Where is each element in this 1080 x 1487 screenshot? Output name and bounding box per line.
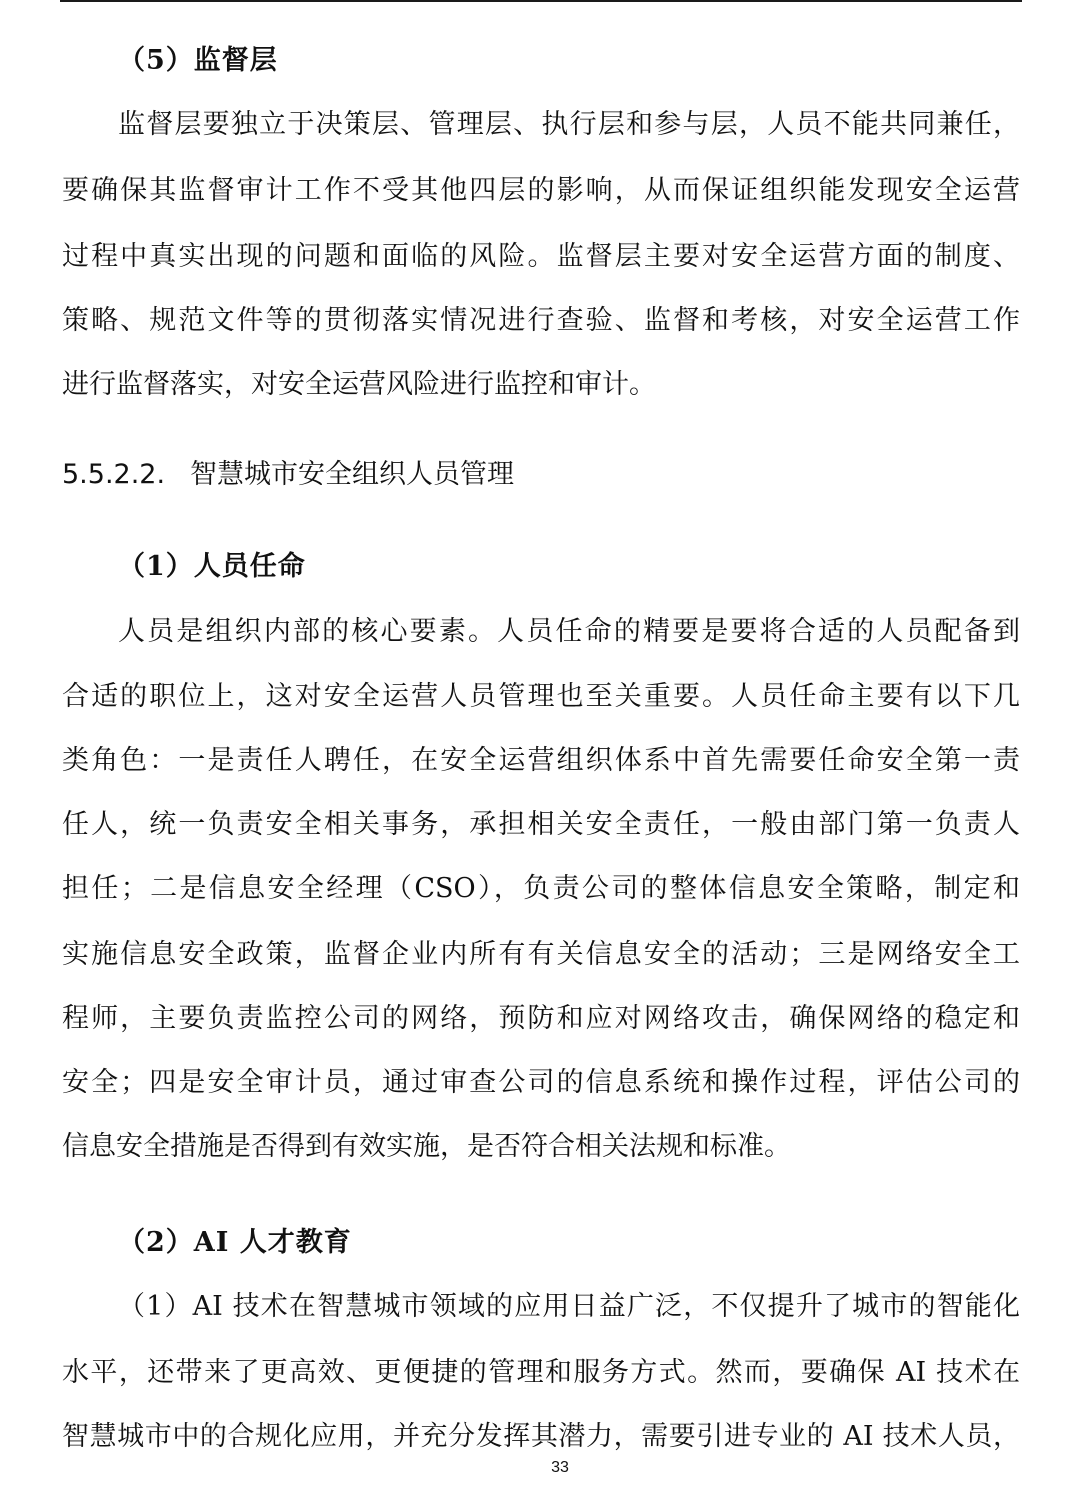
paragraph-line: 智慧城市中的合规化应用，并充分发挥其潜力，需要引进专业的 AI 技术人员， <box>62 1421 1020 1452</box>
paragraph-line: （1）AI 技术在智慧城市领域的应用日益广泛，不仅提升了城市的智能化 <box>118 1291 1020 1322</box>
paragraph-line: 实施信息安全政策，监督企业内所有有关信息安全的活动；三是网络安全工 <box>62 939 1020 970</box>
section-number: 5.5.2.2. <box>62 459 166 490</box>
heading-personnel-appointment: （1）人员任命 <box>118 551 306 582</box>
top-rule <box>60 0 1022 2</box>
paragraph-line: 进行监督落实，对安全运营风险进行监控和审计。 <box>62 369 656 400</box>
section-title: 智慧城市安全组织人员管理 <box>190 459 514 490</box>
paragraph-line: 类角色：一是责任人聘任，在安全运营组织体系中首先需要任命安全第一责 <box>62 745 1020 776</box>
page-number: 33 <box>551 1459 569 1476</box>
heading-ai-talent-education: （2）AI 人才教育 <box>118 1227 352 1258</box>
paragraph-line: 监督层要独立于决策层、管理层、执行层和参与层，人员不能共同兼任， <box>118 109 1020 140</box>
paragraph-line: 安全；四是安全审计员，通过审查公司的信息系统和操作过程，评估公司的 <box>62 1067 1020 1098</box>
paragraph-line: 水平，还带来了更高效、更便捷的管理和服务方式。然而，要确保 AI 技术在 <box>62 1357 1020 1388</box>
paragraph-line: 任人，统一负责安全相关事务，承担相关安全责任，一般由部门第一负责人 <box>62 809 1020 840</box>
paragraph-line: 担任；二是信息安全经理（CSO），负责公司的整体信息安全策略，制定和 <box>62 873 1020 904</box>
paragraph-line: 过程中真实出现的问题和面临的风险。监督层主要对安全运营方面的制度、 <box>62 241 1020 272</box>
paragraph-line: 要确保其监督审计工作不受其他四层的影响，从而保证组织能发现安全运营 <box>62 175 1020 206</box>
heading-supervision-layer: （5）监督层 <box>118 45 278 76</box>
section-heading <box>62 452 514 491</box>
paragraph-line: 合适的职位上，这对安全运营人员管理也至关重要。人员任命主要有以下几 <box>62 681 1020 712</box>
paragraph-line: 程师，主要负责监控公司的网络，预防和应对网络攻击，确保网络的稳定和 <box>62 1003 1020 1034</box>
paragraph-line: 策略、规范文件等的贯彻落实情况进行查验、监督和考核，对安全运营工作 <box>62 305 1020 336</box>
paragraph-line: 人员是组织内部的核心要素。人员任命的精要是要将合适的人员配备到 <box>118 616 1020 647</box>
paragraph-line: 信息安全措施是否得到有效实施，是否符合相关法规和标准。 <box>62 1131 791 1162</box>
